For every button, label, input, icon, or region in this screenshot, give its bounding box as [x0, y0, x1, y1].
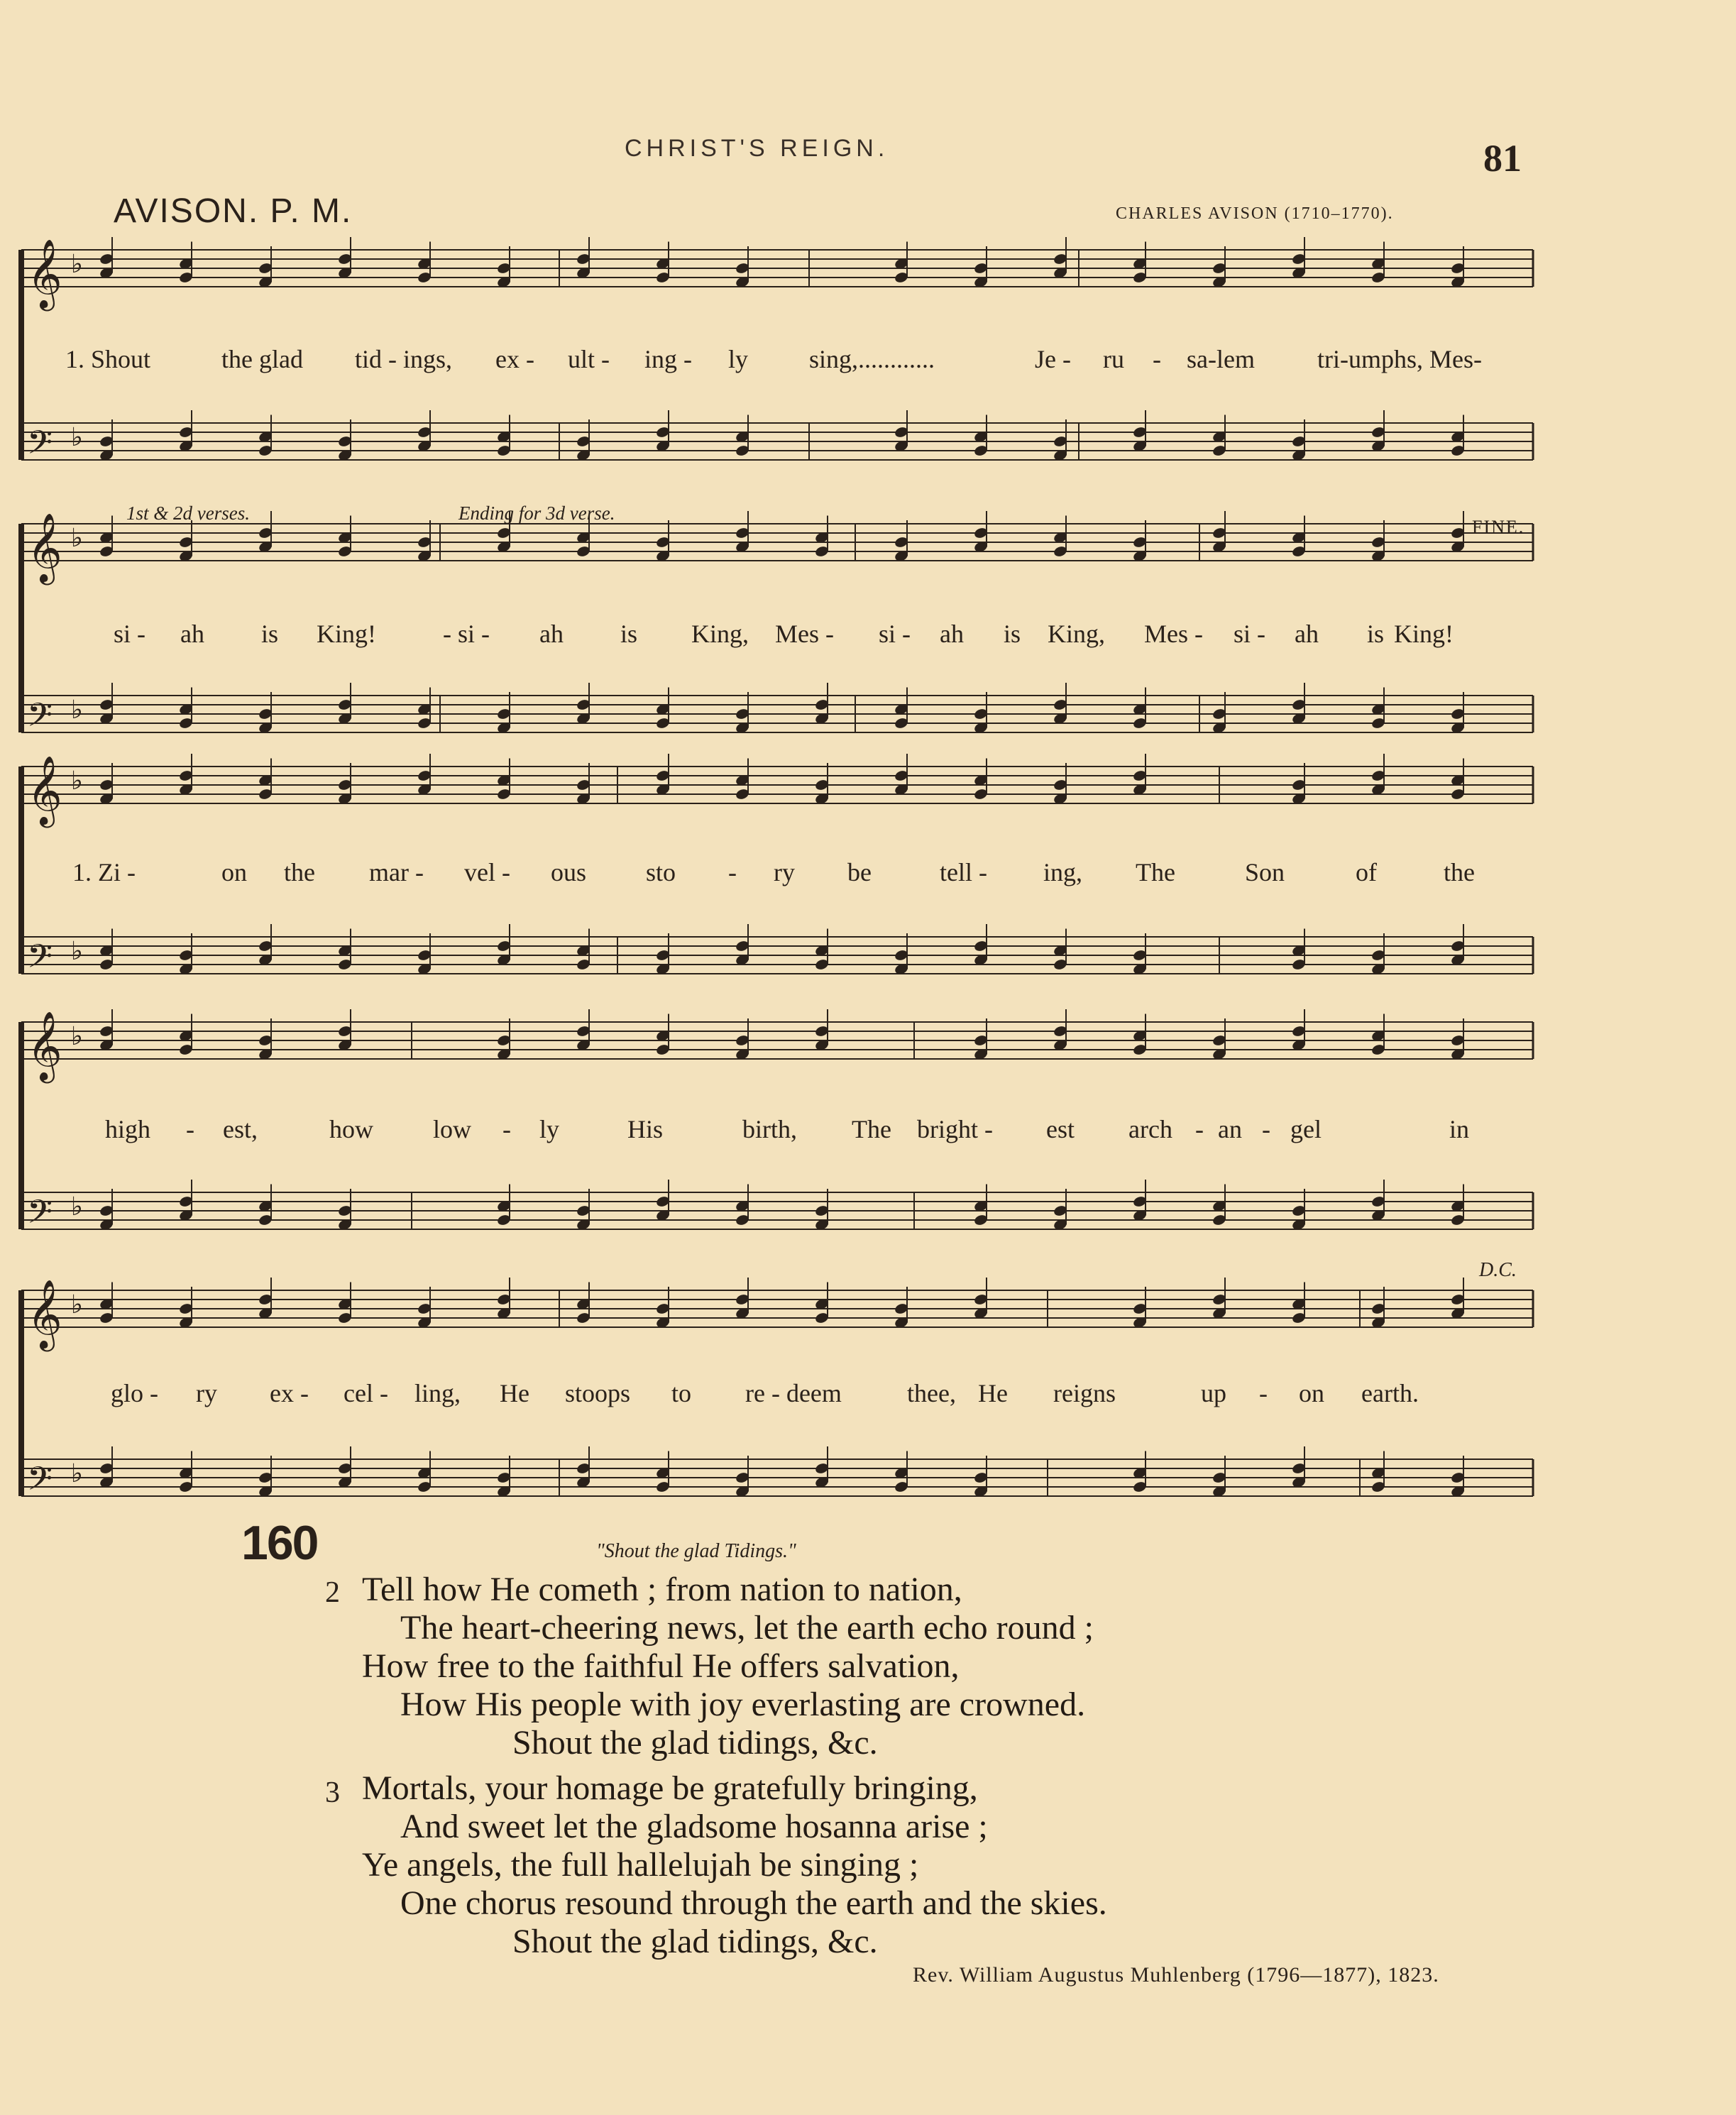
- lyric-syllable: -: [1195, 1115, 1204, 1143]
- lyric-syllable: 1. Shout: [65, 345, 151, 373]
- lyric-syllable: vel -: [464, 858, 510, 886]
- lyric-syllable: on: [221, 858, 247, 886]
- ending-label-first: 1st & 2d verses.: [126, 502, 250, 524]
- lyric-syllable: The: [852, 1115, 891, 1143]
- lyric-syllable: mar -: [369, 858, 424, 886]
- lyric-syllable: -: [502, 1115, 511, 1143]
- lyric-syllable: is: [1004, 620, 1021, 648]
- lyric-syllable: sing,............: [809, 345, 935, 373]
- treble-clef-icon: 𝄞: [27, 1011, 62, 1080]
- lyric-syllable: thee,: [907, 1379, 956, 1407]
- lyric-syllable: ry: [196, 1379, 217, 1407]
- lyric-syllable: King,: [691, 620, 749, 648]
- lyric-syllable: ling,: [414, 1379, 461, 1407]
- lyric-syllable: -: [1262, 1115, 1270, 1143]
- hymn-caption: "Shout the glad Tidings.": [596, 1540, 796, 1562]
- lyric-syllable: of: [1356, 858, 1377, 886]
- stanza-number: 2: [325, 1576, 340, 1609]
- lyric-syllable: arch: [1128, 1115, 1172, 1143]
- lyric-syllable: - si -: [443, 620, 490, 648]
- lyric-syllable: 1. Zi -: [72, 858, 136, 886]
- lyric-syllable: is: [620, 620, 638, 648]
- lyric-syllable: ah: [180, 620, 204, 648]
- lyric-syllable: re - deem: [745, 1379, 842, 1407]
- lyric-syllable: Mes -: [1144, 620, 1203, 648]
- flat-icon: ♭: [71, 1022, 83, 1051]
- fine-mark: FINE.: [1472, 517, 1525, 537]
- flat-icon: ♭: [71, 696, 83, 725]
- ending-label-second: Ending for 3d verse.: [458, 502, 615, 524]
- composer-credit: CHARLES AVISON (1710–1770).: [1116, 204, 1394, 223]
- lyric-syllable: ly: [728, 345, 749, 373]
- lyric-syllable: sto: [646, 858, 676, 886]
- flat-icon: ♭: [71, 1459, 83, 1488]
- flat-icon: ♭: [71, 937, 83, 966]
- lyric-syllable: He: [500, 1379, 529, 1407]
- lyric-syllable: King,: [1048, 620, 1105, 648]
- lyric-syllable: tell -: [940, 858, 987, 886]
- verse-line: Tell how He cometh ; from nation to nation,: [362, 1571, 962, 1608]
- verse-line: How free to the faithful He offers salvation,: [362, 1647, 960, 1685]
- lyric-syllable: up: [1201, 1379, 1226, 1407]
- verse-line: Mortals, your homage be gratefully bringing,: [362, 1769, 978, 1807]
- lyric-syllable: tri-umphs, Mes-: [1317, 345, 1482, 373]
- flat-icon: ♭: [71, 250, 83, 279]
- lyric-syllable: est: [1046, 1115, 1075, 1143]
- lyric-syllable: ing -: [644, 345, 692, 373]
- lyric-syllable: to: [671, 1379, 692, 1407]
- lyric-syllable: the: [284, 858, 315, 886]
- lyric-syllable: sa-lem: [1187, 345, 1255, 373]
- lyric-syllable: ry: [774, 858, 795, 886]
- lyric-syllable: how: [329, 1115, 373, 1143]
- lyric-syllable: in: [1449, 1115, 1470, 1143]
- lyric-syllable: on: [1299, 1379, 1324, 1407]
- author-credit: Rev. William Augustus Muhlenberg (1796—1877), 1823.: [913, 1963, 1439, 1987]
- lyric-syllable: earth.: [1361, 1379, 1419, 1407]
- lyric-syllable: -: [186, 1115, 194, 1143]
- hymn-number: 160: [241, 1516, 318, 1570]
- bass-clef-icon: 𝄢: [27, 1460, 53, 1506]
- lyric-syllable: cel -: [344, 1379, 388, 1407]
- lyric-syllable: is: [1367, 620, 1385, 648]
- lyric-syllable: gel: [1290, 1115, 1322, 1143]
- flat-icon: ♭: [71, 1192, 83, 1221]
- da-capo-mark: D.C.: [1479, 1259, 1517, 1281]
- verse-line: And sweet let the gladsome hosanna arise ;: [400, 1808, 988, 1845]
- lyric-syllable: ous: [551, 858, 587, 886]
- lyric-syllable: ly: [539, 1115, 560, 1143]
- verse-line: Shout the glad tidings, &c.: [512, 1724, 878, 1762]
- bass-clef-icon: 𝄢: [27, 938, 53, 984]
- lyric-syllable: si -: [1234, 620, 1265, 648]
- lyric-syllable: the glad: [221, 345, 303, 373]
- system-bracket: [18, 1022, 24, 1229]
- lyric-syllable: ex -: [270, 1379, 309, 1407]
- lyric-syllable: est,: [223, 1115, 258, 1143]
- lyric-syllable: is: [261, 620, 279, 648]
- verse-line: One chorus resound through the earth and the skies.: [400, 1884, 1107, 1922]
- lyric-syllable: -: [1259, 1379, 1268, 1407]
- lyric-syllable: ah: [940, 620, 964, 648]
- lyric-syllable: birth,: [742, 1115, 797, 1143]
- page-number: 81: [1483, 137, 1522, 180]
- lyric-syllable: His: [627, 1115, 664, 1143]
- lyric-syllable: ing,: [1043, 858, 1083, 886]
- treble-clef-icon: 𝄞: [27, 755, 62, 825]
- lyric-syllable: King!: [1394, 620, 1454, 648]
- flat-icon: ♭: [71, 524, 83, 553]
- lyric-syllable: si -: [879, 620, 911, 648]
- lyric-syllable: high: [105, 1115, 151, 1143]
- bass-clef-icon: 𝄢: [27, 424, 53, 470]
- lyric-syllable: si -: [114, 620, 145, 648]
- lyric-syllable: ah: [539, 620, 564, 648]
- verse-line: Ye angels, the full hallelujah be singing ;: [362, 1846, 919, 1884]
- lyric-syllable: -: [728, 858, 737, 886]
- lyric-syllable: bright -: [917, 1115, 993, 1143]
- flat-icon: ♭: [71, 767, 83, 796]
- lyric-syllable: The: [1136, 858, 1175, 886]
- running-head: CHRIST'S REIGN.: [625, 135, 889, 162]
- lyric-syllable: low: [433, 1115, 471, 1143]
- lyric-syllable: be: [847, 858, 872, 886]
- verse-line: Shout the glad tidings, &c.: [512, 1923, 878, 1960]
- system-bracket: [18, 524, 24, 732]
- verse-line: The heart-cheering news, let the earth echo round ;: [400, 1609, 1094, 1647]
- verse-line: How His people with joy everlasting are crowned.: [400, 1686, 1086, 1723]
- tune-name: AVISON. P. M.: [114, 192, 353, 230]
- lyric-syllable: -: [1153, 345, 1161, 373]
- lyric-syllable: Son: [1245, 858, 1285, 886]
- lyric-syllable: ah: [1295, 620, 1319, 648]
- lyric-syllable: ult -: [568, 345, 610, 373]
- lyric-syllable: Mes -: [775, 620, 834, 648]
- system-bracket: [18, 767, 24, 974]
- flat-icon: ♭: [71, 423, 83, 452]
- system-bracket: [18, 1290, 24, 1496]
- lyric-syllable: Je -: [1035, 345, 1071, 373]
- flat-icon: ♭: [71, 1290, 83, 1319]
- lyric-syllable: an: [1218, 1115, 1242, 1143]
- lyric-syllable: ex -: [495, 345, 534, 373]
- lyric-syllable: King!: [317, 620, 376, 648]
- lyric-syllable: stoops: [565, 1379, 631, 1407]
- lyric-syllable: tid - ings,: [355, 345, 453, 373]
- treble-clef-icon: 𝄞: [27, 1279, 62, 1348]
- lyric-syllable: the: [1444, 858, 1475, 886]
- stanza-number: 3: [325, 1776, 340, 1809]
- treble-clef-icon: 𝄞: [27, 238, 62, 308]
- bass-clef-icon: 𝄢: [27, 1193, 53, 1239]
- lyric-syllable: ru: [1103, 345, 1124, 373]
- bass-clef-icon: 𝄢: [27, 696, 53, 742]
- lyric-syllable: He: [978, 1379, 1008, 1407]
- treble-clef-icon: 𝄞: [27, 512, 62, 582]
- lyric-syllable: reigns: [1053, 1379, 1116, 1407]
- system-bracket: [18, 250, 24, 460]
- lyric-syllable: glo -: [111, 1379, 158, 1407]
